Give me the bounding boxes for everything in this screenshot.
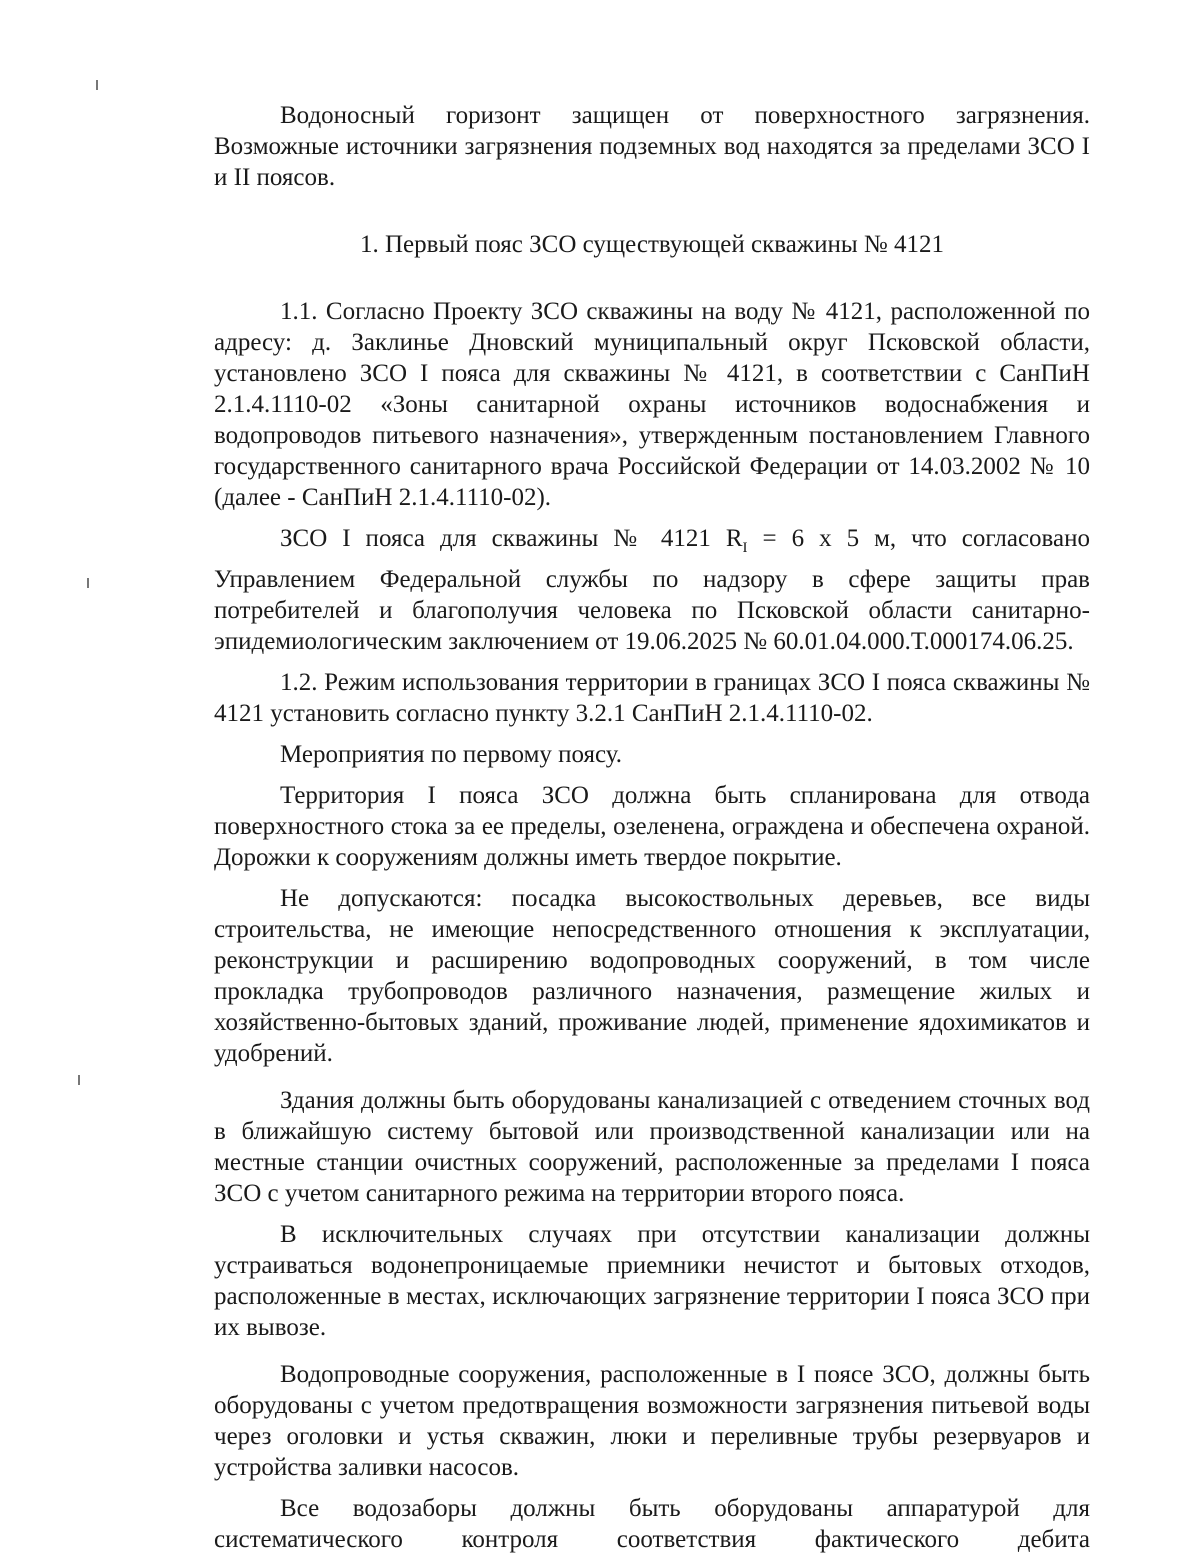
- section-heading: 1. Первый пояс ЗСО существующей скважины № 4121: [360, 231, 944, 258]
- paragraph-1-1: 1.1. Согласно Проекту ЗСО скважины на воду № 4121, расположенной по адресу: д. Заклинье Дновский муниципальный округ Псковской области, установлено ЗСО I пояса для скважины № 4121, в соответствии с СанПиН 2.1.4.1110-02 «Зоны санитарной охраны источников водоснабжения и водопроводов питьевого назначения», утвержденным постановлением Главного государственного санитарного врача Российской Федерации от 14.03.2002 № 10 (далее - СанПиН 2.1.4.1110-02).: [214, 298, 1090, 511]
- paragraph-zone-size: [214, 523, 1090, 657]
- document-page: [214, 100, 1090, 1555]
- paragraph-1-2: 1.2. Режим использования территории в границах ЗСО I пояса скважины № 4121 установить согласно пункту 3.2.1 СанПиН 2.1.4.1110-02.: [214, 669, 1090, 727]
- scan-speck: [96, 80, 98, 90]
- paragraph-waterworks: Водопроводные сооружения, расположенные в I поясе ЗСО, должны быть оборудованы с учетом предотвращения возможности загрязнения питьевой воды через оголовки и устья скважин, люки и переливные трубы резервуаров и устройства заливки насосов.: [214, 1361, 1090, 1481]
- zone-size-text-end: = 6 х 5 м, что согласовано Управлением Федеральной службы по надзору в сфере защиты прав потребителей и благополучия человека по Псковской области санитарно-эпидемиологическим заключением от 19.06.2025 № 60.01.04.000.Т.000174.06.25.: [214, 525, 1090, 655]
- paragraph-buildings: Здания должны быть оборудованы канализацией с отведением сточных вод в ближайшую систему бытовой или производственной канализации или на местные станции очистных сооружений, расположенные за пределами I пояса ЗСО с учетом санитарного режима на территории второго пояса.: [214, 1087, 1090, 1207]
- paragraph-intakes: Все водозаборы должны быть оборудованы аппаратурой для систематического контроля соответствия фактического дебита: [214, 1495, 1090, 1553]
- paragraph-exceptional: В исключительных случаях при отсутствии канализации должны устраиваться водонепроницаемые приемники нечистот и бытовых отходов, расположенные в местах, исключающих загрязнение территории I пояса ЗСО при их вывозе.: [214, 1221, 1090, 1341]
- intro-paragraph: Водоносный горизонт защищен от поверхностного загрязнения. Возможные источники загрязнения подземных вод находятся за пределами ЗСО I и II поясов.: [214, 102, 1090, 191]
- paragraph-measures: Мероприятия по первому поясу.: [280, 741, 623, 768]
- paragraph-territory: Территория I пояса ЗСО должна быть спланирована для отвода поверхностного стока за ее пределы, озеленена, ограждена и обеспечена охраной. Дорожки к сооружениям должны иметь твердое покрытие.: [214, 782, 1090, 871]
- scan-speck: [87, 578, 89, 588]
- radius-subscript: I: [742, 540, 748, 556]
- zone-size-text-start: ЗСО I пояса для скважины № 4121 R: [280, 525, 743, 552]
- paragraph-not-allowed: Не допускаются: посадка высокоствольных деревьев, все виды строительства, не имеющие непосредственного отношения к эксплуатации, реконструкции и расширению водопроводных сооружений, в том числе прокладка трубопроводов различного назначения, размещение жилых и хозяйственно-бытовых зданий, проживание людей, применение ядохимикатов и удобрений.: [214, 885, 1090, 1067]
- scan-speck: [78, 1075, 80, 1085]
